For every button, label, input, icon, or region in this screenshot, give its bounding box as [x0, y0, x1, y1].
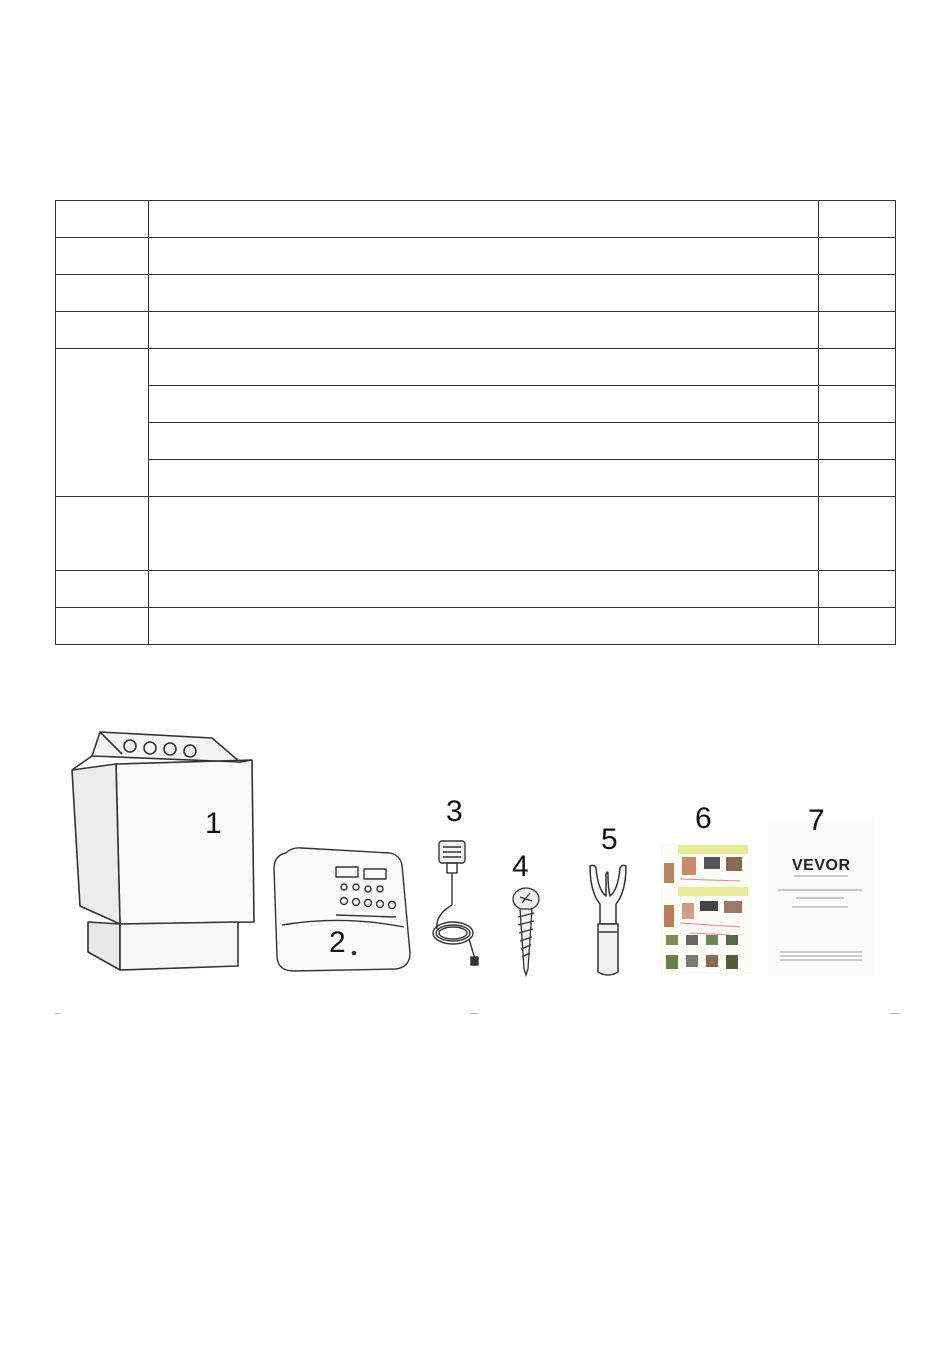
part-number-4: 4	[512, 850, 529, 883]
table-cell-qty	[819, 497, 896, 571]
table-cell-qty	[819, 386, 896, 423]
table-cell-no	[56, 238, 149, 275]
table-cell-qty	[819, 201, 896, 238]
part-number-2: 2	[329, 926, 346, 959]
table-cell-no	[56, 571, 149, 608]
table-cell-name	[149, 497, 819, 571]
sauna-heater-icon	[62, 726, 262, 976]
page-mark	[890, 1013, 900, 1014]
power-adapter-cable-icon	[425, 835, 483, 970]
table-row	[56, 497, 896, 571]
table-cell-no	[56, 312, 149, 349]
table-cell-qty	[819, 460, 896, 497]
table-cell-no	[56, 349, 149, 497]
page-mark	[470, 1013, 478, 1014]
table-cell-no	[56, 497, 149, 571]
table-cell-name	[149, 423, 819, 460]
table-cell-qty	[819, 423, 896, 460]
table-cell-no	[56, 608, 149, 645]
table-cell-no	[56, 201, 149, 238]
installation-guide-icon	[660, 843, 752, 975]
table-row	[56, 349, 896, 386]
table-cell-name	[149, 275, 819, 312]
table-row	[56, 201, 896, 238]
part-number-3: 3	[446, 795, 463, 828]
screw-icon	[510, 885, 542, 977]
table-cell-name	[149, 460, 819, 497]
table-cell-qty	[819, 238, 896, 275]
table-cell-name	[149, 349, 819, 386]
table-row	[56, 275, 896, 312]
part-number-7: 7	[808, 804, 825, 837]
table-cell-qty	[819, 608, 896, 645]
table-cell-name	[149, 238, 819, 275]
table-cell-name	[149, 386, 819, 423]
table-cell-no	[56, 275, 149, 312]
table-cell-name	[149, 312, 819, 349]
table-cell-qty	[819, 312, 896, 349]
table-cell-name	[149, 608, 819, 645]
table-row	[56, 386, 896, 423]
fork-terminal-icon	[586, 862, 630, 978]
table-row	[56, 423, 896, 460]
vevor-logo: VEVOR	[792, 857, 851, 874]
table-row	[56, 460, 896, 497]
part-number-1: 1	[205, 807, 222, 840]
part-number-6: 6	[695, 802, 712, 835]
table-cell-name	[149, 571, 819, 608]
control-panel-icon	[272, 845, 420, 975]
parts-table	[55, 200, 896, 645]
user-manual-icon	[768, 818, 874, 976]
table-row	[56, 312, 896, 349]
part-number-5: 5	[601, 823, 618, 856]
table-row	[56, 238, 896, 275]
table-cell-qty	[819, 275, 896, 312]
table-cell-qty	[819, 571, 896, 608]
page-mark	[55, 1013, 61, 1014]
table-cell-name	[149, 201, 819, 238]
table-cell-qty	[819, 349, 896, 386]
table-row	[56, 571, 896, 608]
table-row	[56, 608, 896, 645]
